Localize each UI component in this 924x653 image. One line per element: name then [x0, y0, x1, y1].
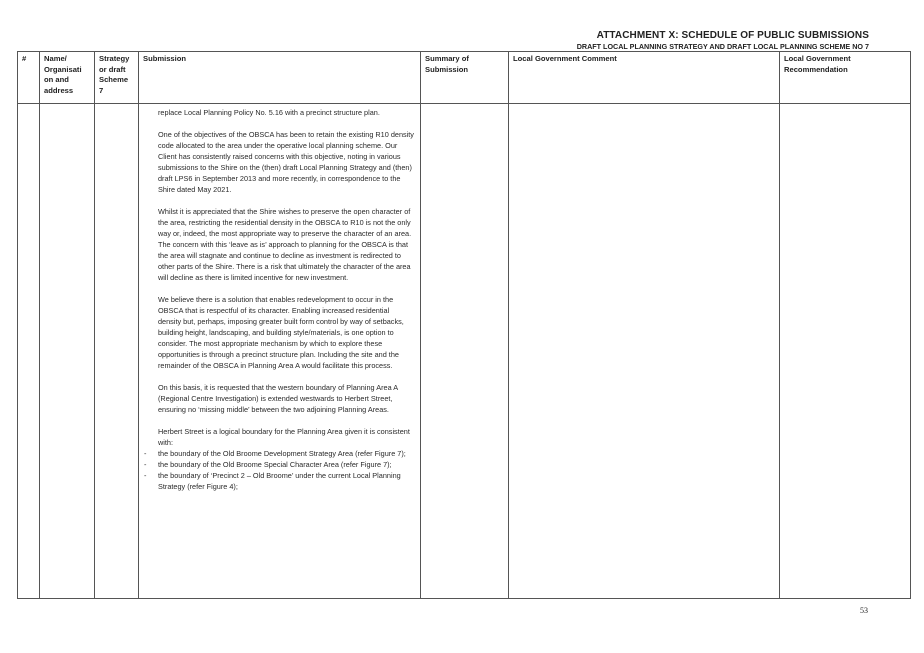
table-row — [18, 104, 911, 599]
list-item-text: the boundary of the Old Broome Special Character Area (refer Figure 7); — [158, 460, 392, 469]
page-number: 53 — [860, 606, 868, 615]
submission-paragraph: Whilst it is appreciated that the Shire wishes to preserve the open character of the area, restricting the residential density in the OBSCA to R10 is not the only way or, indeed, the most appropriate way to preserve the character of an area. The concern with this ‘leave as is’ approach to planning for the OBSCA is that the area will stagnate and continue to decline as investment is redirected to other parts of the Shire. There is a risk that ultimately the character of the area will decline as there is limited incentive for new investment. — [158, 207, 412, 282]
submissions-table — [17, 51, 911, 599]
column-header-comment: Local Government Comment — [509, 52, 780, 104]
list-item — [144, 448, 414, 459]
column-header-submission: Submission — [139, 52, 421, 104]
column-header-summary: Summary of Submission — [421, 52, 509, 104]
list-item-text: the boundary of ‘Precinct 2 – Old Broome’ under the current Local Planning Strategy (refer Figure 4); — [158, 471, 401, 491]
boundary-list — [144, 448, 414, 492]
dash-bullet-icon: - — [144, 449, 147, 458]
column-header-recommendation: Local Government Recommendation — [780, 52, 911, 104]
list-item — [144, 470, 414, 492]
list-item-text: the boundary of the Old Broome Development Strategy Area (refer Figure 7); — [158, 449, 406, 458]
submission-paragraph: replace Local Planning Policy No. 5.16 with a precinct structure plan. — [158, 108, 380, 117]
column-header-strategy: Strategy or draft Scheme 7 — [95, 52, 139, 104]
recommendation-cell — [780, 104, 911, 599]
strategy-cell — [95, 104, 139, 599]
document-subtitle: DRAFT LOCAL PLANNING STRATEGY AND DRAFT LOCAL PLANNING SCHEME NO 7 — [576, 42, 869, 51]
table-header-row — [18, 52, 911, 104]
name-cell — [40, 104, 95, 599]
submission-paragraph: One of the objectives of the OBSCA has been to retain the existing R10 density code allocated to the area under the operative local planning scheme. Our Client has consistently raised concerns with this objective, noting in various submissions to the Shire on the (then) draft Local Planning Strategy and (then) draft LPS6 in September 2013 and more recently, in correspondence to the Shire dated May 2021. — [158, 130, 414, 194]
dash-bullet-icon: - — [144, 460, 147, 469]
column-header-name: Name/ Organisati on and address — [40, 52, 95, 104]
submission-paragraph: Herbert Street is a logical boundary for the Planning Area given it is consistent with: — [158, 427, 410, 447]
submission-cell — [139, 104, 421, 599]
comment-cell — [509, 104, 780, 599]
document-title: ATTACHMENT X: SCHEDULE OF PUBLIC SUBMISSIONS — [596, 30, 869, 41]
column-header-number: # — [18, 52, 40, 104]
number-cell — [18, 104, 40, 599]
dash-bullet-icon: - — [144, 471, 147, 480]
summary-cell — [421, 104, 509, 599]
submission-paragraph: On this basis, it is requested that the western boundary of Planning Area A (Regional Centre Investigation) is extended westwards to Herbert Street, ensuring no ‘missing middle’ between the two adjoining Planning Areas. — [158, 383, 398, 414]
list-item — [144, 459, 414, 470]
submission-paragraph: We believe there is a solution that enables redevelopment to occur in the OBSCA that is respectful of its character. Enabling increased residential density but, perhaps, imposing greater built form control by way of setbacks, building height, landscaping, and building style/materials, is one option to consider. The most appropriate mechanism by which to explore these opportunities is through a precinct structure plan. Including the site and the remainder of the OBSCA in Planning Area A would facilitate this process. — [158, 295, 404, 370]
